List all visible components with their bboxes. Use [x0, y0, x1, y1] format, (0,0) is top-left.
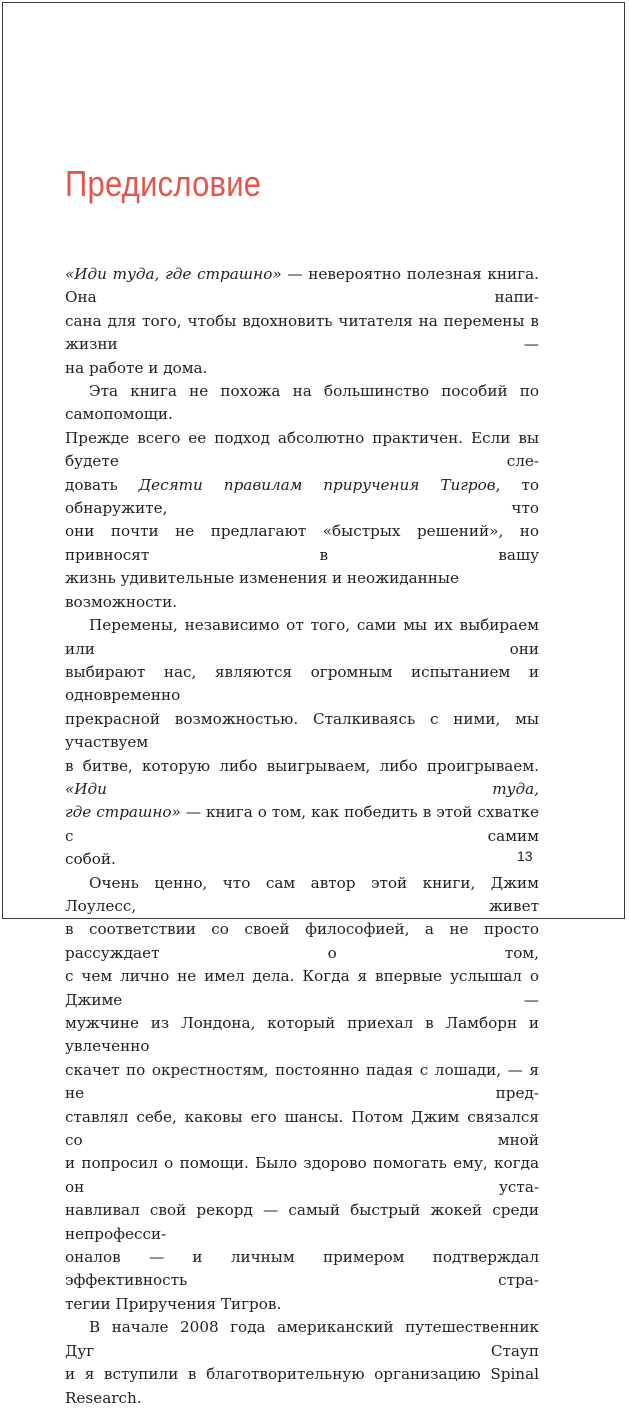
text-line: [65, 848, 539, 871]
text-line: [65, 1012, 539, 1059]
text-line: [65, 1106, 539, 1153]
text-line: [65, 380, 539, 427]
chapter-title: Предисловие: [65, 163, 262, 204]
text-segment: с чем лично не имел дела. Когда я впервые услышал о Джиме —: [65, 967, 539, 1009]
text-line: [65, 520, 539, 567]
text-line: [65, 708, 539, 755]
text-segment: довать: [65, 475, 139, 494]
text-line: [65, 1316, 539, 1363]
text-segment: в битве, которую либо выигрываем, либо проигрываем.: [65, 756, 539, 775]
text-line: [65, 965, 539, 1012]
italic-text: «Иди туда,: [65, 779, 539, 798]
text-line: [65, 1293, 539, 1316]
paragraph: [65, 380, 539, 614]
paragraph: [65, 872, 539, 1317]
text-line: [65, 310, 539, 357]
text-segment: — книга о том, как победить в этой схватке с самим: [65, 803, 539, 845]
italic-text: где страшно»: [65, 803, 181, 822]
text-line: [65, 1199, 539, 1246]
text-segment: тегии Приручения Тигров.: [65, 1294, 282, 1313]
text-segment: Эта книга не похожа на большинство пособий по самопомощи.: [65, 382, 539, 424]
text-segment: жизнь удивительные изменения и неожиданные возможности.: [65, 569, 460, 611]
text-segment: В начале 2008 года американский путешественник Дуг Стауп: [65, 1318, 539, 1360]
text-line: [65, 755, 539, 802]
text-segment: — невероятно полезная книга. Она напи-: [65, 265, 539, 307]
paragraph: [65, 614, 539, 871]
text-segment: скачет по окрестностям, постоянно падая с лошади, — я не пред-: [65, 1060, 539, 1103]
text-line: [65, 357, 539, 380]
text-line: [65, 1363, 539, 1410]
text-line: [65, 1059, 539, 1106]
text-segment: Перемены, независимо от того, сами мы их выбираем или они: [65, 616, 539, 658]
text-segment: собой.: [65, 850, 116, 869]
text-line: [65, 427, 539, 474]
text-line: [65, 474, 539, 521]
text-segment: и попросил о помощи. Было здорово помогать ему, когда он уста-: [65, 1154, 539, 1196]
text-line: [65, 263, 539, 310]
text-segment: сана для того, чтобы вдохновить читателя на перемены в жизни —: [65, 311, 539, 354]
text-segment: , то обнаружите, что: [65, 475, 539, 518]
italic-text: Десяти правилам приручения Тигров: [138, 475, 496, 494]
text-segment: на работе и дома.: [65, 358, 208, 377]
text-line: [65, 918, 539, 965]
text-line: [65, 614, 539, 661]
text-line: [65, 567, 539, 614]
text-line: [65, 1246, 539, 1293]
text-segment: оналов — и личным примером подтверждал эффективность стра-: [65, 1248, 539, 1290]
text-segment: в соответствии со своей философией, а не просто рассуждает о том,: [65, 920, 539, 962]
paragraph: [65, 263, 539, 380]
text-segment: Очень ценно, что сам автор этой книги, Джим Лоулесс, живет: [65, 873, 539, 915]
text-segment: выбирают нас, являются огромным испытанием и одновременно: [65, 662, 539, 705]
body-text: [65, 263, 539, 1410]
text-segment: Прежде всего ее подход абсолютно практичен. Если вы будете сле-: [65, 428, 539, 471]
text-segment: навливал свой рекорд — самый быстрый жокей среди непрофесси-: [65, 1201, 539, 1243]
page-number: 13: [517, 848, 533, 864]
text-segment: и я вступили в благотворительную организацию Spinal Research.: [65, 1365, 539, 1407]
text-line: [65, 661, 539, 708]
book-page: [2, 2, 625, 1407]
text-line: [65, 801, 539, 848]
italic-text: «Иди туда, где страшно»: [65, 265, 282, 283]
text-line: [65, 872, 539, 919]
text-segment: ставлял себе, каковы его шансы. Потом Джим связался со мной: [65, 1107, 539, 1150]
text-segment: мужчине из Лондона, который приехал в Ламборн и увлеченно: [65, 1014, 539, 1056]
text-segment: прекрасной возможностью. Сталкиваясь с ними, мы участвуем: [65, 709, 539, 752]
paragraph: [65, 1316, 539, 1410]
text-segment: они почти не предлагают «быстрых решений», но привносят в вашу: [65, 522, 539, 564]
text-line: [65, 1152, 539, 1199]
